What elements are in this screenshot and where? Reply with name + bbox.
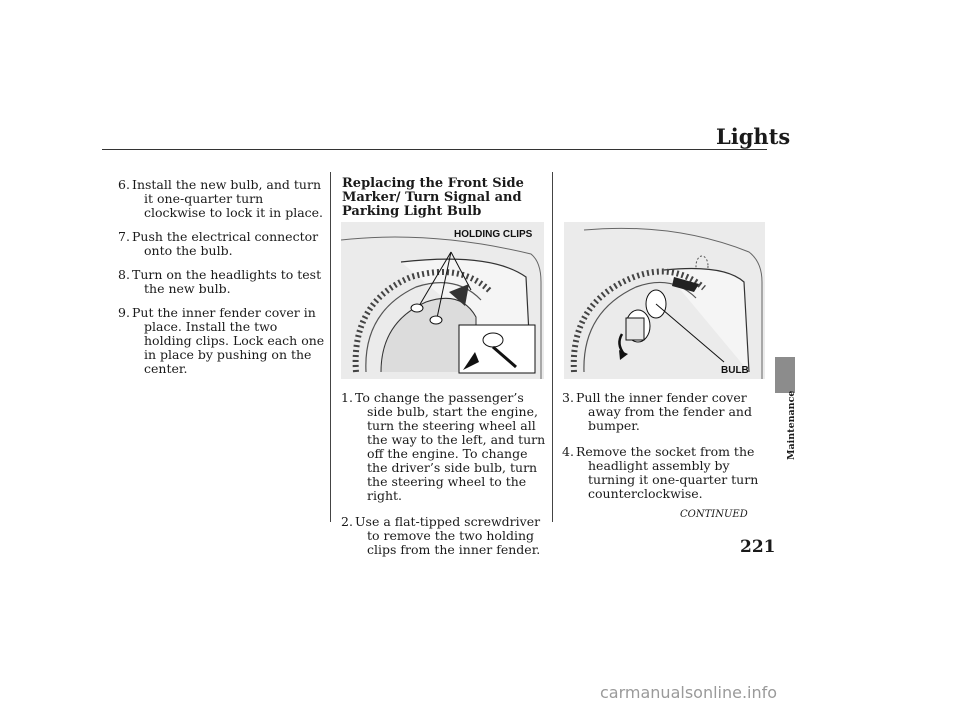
step-text: Turn on the headlights to test the new bulb. (132, 267, 322, 296)
step-6 (118, 178, 326, 220)
right-steps-list (562, 391, 772, 501)
header-rule (102, 149, 767, 150)
step-text: Pull the inner fender cover away from the fender and bumper. (576, 390, 752, 433)
step-7 (118, 230, 326, 258)
continued-note: CONTINUED (680, 509, 748, 520)
step-text: Install the new bulb, and turn it one-quarter turn clockwise to lock it in place. (132, 177, 324, 220)
step-1 (341, 391, 549, 503)
left-steps-list (118, 178, 326, 376)
step-text: To change the passenger’s side bulb, start the engine, turn the steering wheel all the way to the left, and turn off the engine. To change the driver’s side bulb, turn the steering wheel to the right. (355, 390, 546, 503)
fender-clips-diagram (341, 222, 544, 379)
step-number: 6. (118, 177, 130, 192)
step-text: Remove the socket from the headlight assembly by turning it one-quarter turn counterclockwise. (576, 444, 759, 501)
bulb-socket-diagram (564, 222, 765, 379)
step-number: 8. (118, 267, 130, 282)
step-3 (562, 391, 772, 433)
step-number: 1. (341, 390, 353, 405)
watermark: carmanualsonline.info (600, 683, 778, 702)
step-number: 9. (118, 305, 130, 320)
step-number: 3. (562, 390, 574, 405)
step-text: Use a flat-tipped screwdriver to remove the two holding clips from the inner fender. (355, 514, 541, 557)
section-title: Replacing the Front Side Marker/ Turn Signal and Parking Light Bulb (342, 176, 524, 219)
page-title: Lights (716, 124, 791, 149)
holding-clips-illustration (341, 222, 544, 379)
page-number: 221 (740, 537, 776, 557)
bulb-label: BULB (721, 365, 749, 376)
step-text: Put the inner fender cover in place. Install the two holding clips. Lock each one in place by pushing on the center. (132, 305, 325, 376)
step-number: 2. (341, 514, 353, 529)
step-8 (118, 268, 326, 296)
step-text: Push the electrical connector onto the bulb. (132, 229, 319, 258)
holding-clips-label: HOLDING CLIPS (454, 229, 533, 240)
bulb-illustration (564, 222, 765, 379)
step-4 (562, 445, 772, 501)
step-number: 7. (118, 229, 130, 244)
column-divider-right (552, 172, 553, 522)
middle-steps-list (341, 391, 549, 557)
column-divider-left (330, 172, 331, 522)
step-9 (118, 306, 326, 376)
section-tab-marker (775, 357, 795, 393)
section-tab-label: Maintenance (786, 390, 797, 460)
step-2 (341, 515, 549, 557)
step-number: 4. (562, 444, 574, 459)
